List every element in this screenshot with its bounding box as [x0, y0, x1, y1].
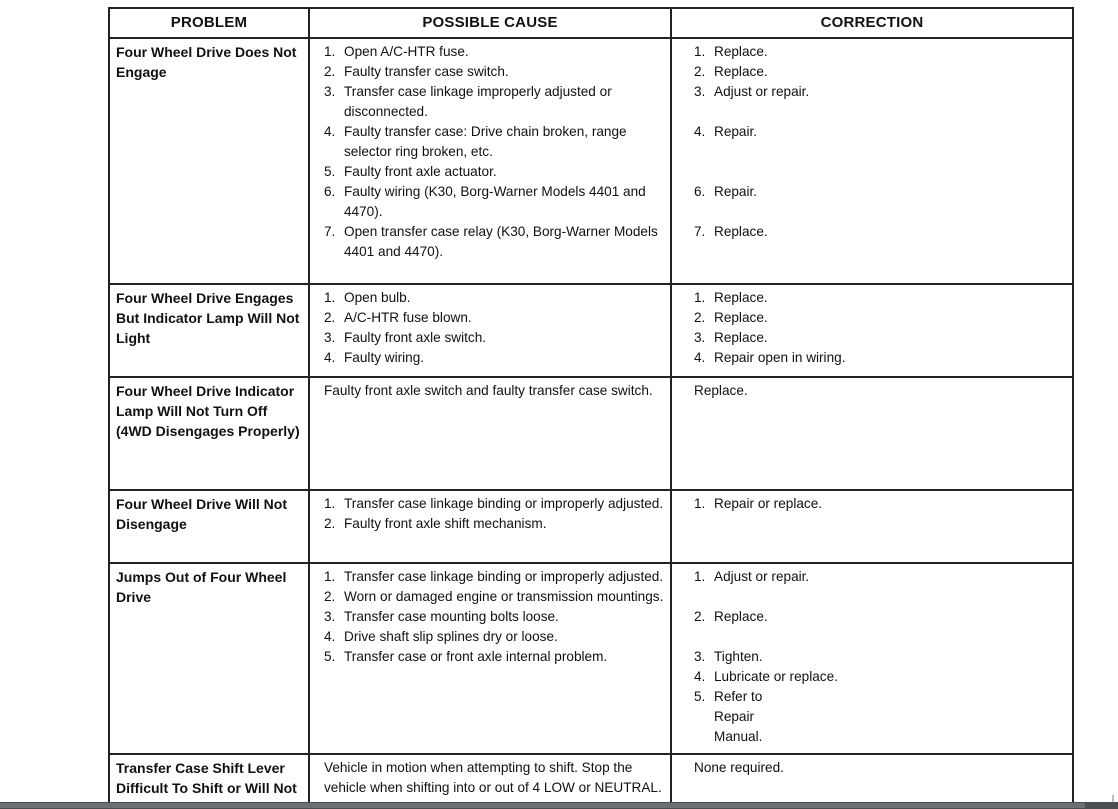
header-row: [109, 8, 1073, 38]
table-row: [109, 377, 1073, 490]
header-possible-cause: POSSIBLE CAUSE: [309, 8, 671, 38]
correction-cell: [671, 284, 1073, 377]
cause-item: 1. Open A/C-HTR fuse.: [324, 44, 469, 59]
problem-cell: Transfer Case Shift Lever Difficult To Shift or Will Not: [109, 754, 309, 809]
table-row: [109, 38, 1073, 284]
horizontal-scrollbar[interactable]: [0, 802, 1118, 809]
cause-item: 1. Open bulb.: [324, 290, 411, 305]
correction-item: 7. Replace.: [694, 224, 768, 239]
correction-item: 1. Repair or replace.: [694, 496, 823, 511]
table-row: [109, 563, 1073, 754]
cause-item: 2. Faulty front axle shift mechanism.: [324, 516, 547, 531]
cause-item: 3. Transfer case mounting bolts loose.: [324, 609, 559, 624]
correction-cell: None required.: [671, 754, 1073, 809]
cause-item: 4. Faulty wiring.: [324, 350, 425, 365]
correction-item: 3. Tighten.: [694, 649, 763, 664]
cause-item: 3. Transfer case linkage improperly adjusted or disconnected.: [324, 84, 612, 119]
cause-item: 5. Transfer case or front axle internal problem.: [324, 649, 608, 664]
problem-cell: Four Wheel Drive Engages But Indicator Lamp Will Not Light: [109, 284, 309, 377]
correction-cell: [671, 38, 1073, 284]
correction-item: 6. Repair.: [694, 184, 758, 199]
cause-item: 7. Open transfer case relay (K30, Borg-Warner Models 4401 and 4470).: [324, 224, 658, 259]
correction-item: 1. Adjust or repair.: [694, 569, 810, 584]
table-row: [109, 284, 1073, 377]
correction-cell: [671, 490, 1073, 563]
correction-item: 4. Lubricate or replace.: [694, 669, 838, 684]
table-row: [109, 490, 1073, 563]
cause-cell: Faulty front axle switch and faulty transfer case switch.: [309, 377, 671, 490]
header-problem: PROBLEM: [109, 8, 309, 38]
correction-item: 4. Repair open in wiring.: [694, 350, 846, 365]
correction-item: 1. Replace.: [694, 290, 768, 305]
cause-item: 4. Faulty transfer case: Drive chain broken, range selector ring broken, etc.: [324, 124, 627, 159]
cause-cell: [309, 563, 671, 754]
correction-cell: [671, 563, 1073, 754]
cause-item: 4. Drive shaft slip splines dry or loose.: [324, 629, 558, 644]
cause-item: 6. Faulty wiring (K30, Borg-Warner Models 4401 and 4470).: [324, 184, 646, 219]
cause-item: 5. Faulty front axle actuator.: [324, 164, 497, 179]
correction-item: 2. Replace.: [694, 64, 768, 79]
scrollbar-thumb[interactable]: [0, 803, 1085, 808]
correction-item: 2. Replace.: [694, 310, 768, 325]
cause-cell: [309, 490, 671, 563]
problem-cell: Four Wheel Drive Does Not Engage: [109, 38, 309, 284]
correction-item: 5. Refer to Repair Manual.: [694, 689, 763, 744]
problem-cell: Four Wheel Drive Indicator Lamp Will Not Turn Off (4WD Disengages Properly): [109, 377, 309, 490]
correction-item: 4. Repair.: [694, 124, 758, 139]
header-correction: CORRECTION: [671, 8, 1073, 38]
problem-cell: Jumps Out of Four Wheel Drive: [109, 563, 309, 754]
correction-item: 3. Adjust or repair.: [694, 84, 810, 99]
correction-item: 3. Replace.: [694, 330, 768, 345]
correction-item: 2. Replace.: [694, 609, 768, 624]
cause-cell: [309, 284, 671, 377]
cause-item: 2. A/C-HTR fuse blown.: [324, 310, 472, 325]
diagnosis-table: [108, 7, 1074, 809]
cause-cell: [309, 38, 671, 284]
cause-item: 2. Worn or damaged engine or transmission mountings.: [324, 589, 664, 604]
correction-cell: Replace.: [671, 377, 1073, 490]
cause-item: 1. Transfer case linkage binding or improperly adjusted.: [324, 569, 664, 584]
cause-item: 3. Faulty front axle switch.: [324, 330, 487, 345]
problem-cell: Four Wheel Drive Will Not Disengage: [109, 490, 309, 563]
cause-item: 1. Transfer case linkage binding or improperly adjusted.: [324, 496, 664, 511]
cause-cell: Vehicle in motion when attempting to shift. Stop the vehicle when shifting into or out of 4 LOW or NEUTRAL.: [309, 754, 671, 809]
table-row: [109, 754, 1073, 809]
cause-item: 2. Faulty transfer case switch.: [324, 64, 509, 79]
correction-item: 1. Replace.: [694, 44, 768, 59]
